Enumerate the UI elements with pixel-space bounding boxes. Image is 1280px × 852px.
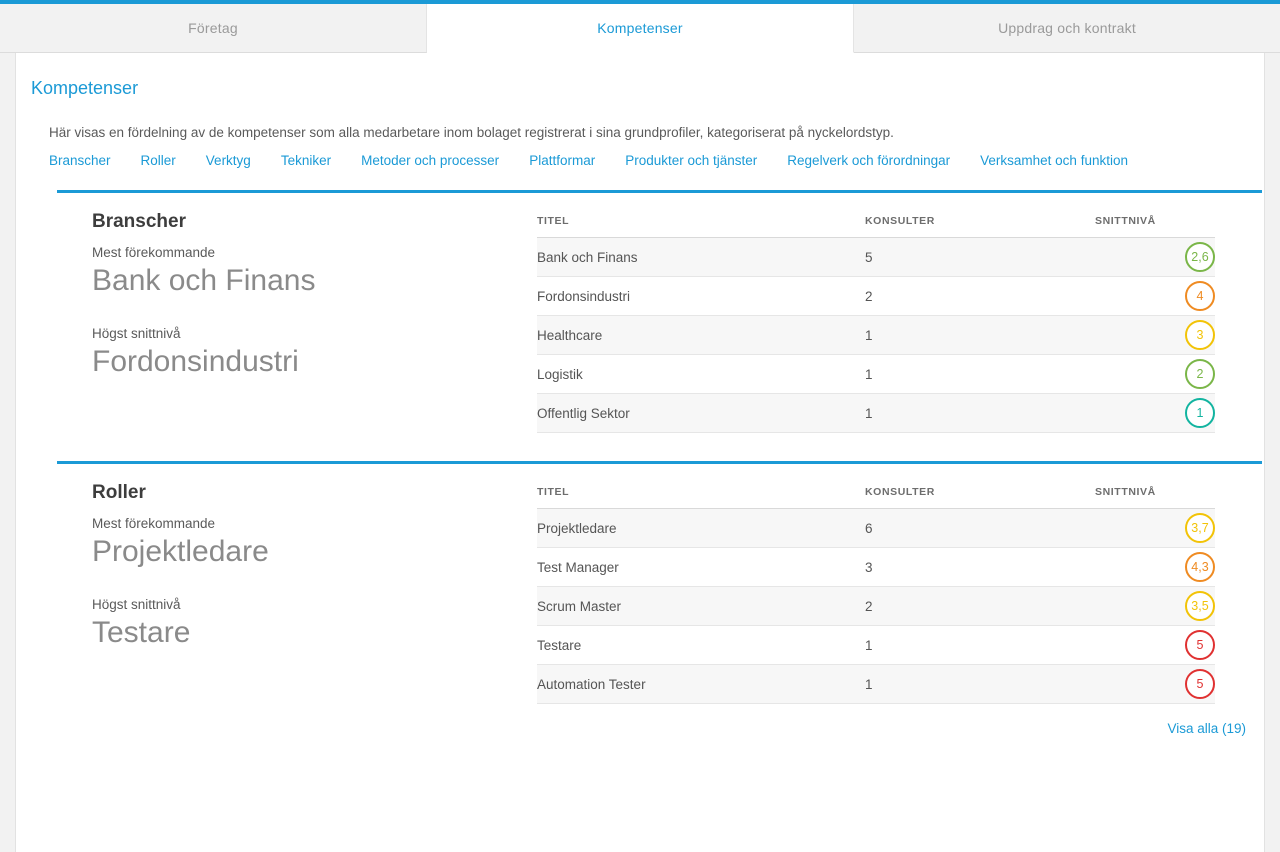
level-badge: 3 (1185, 320, 1215, 350)
section-table-wrap (537, 211, 1217, 433)
kompetens-table (537, 215, 1215, 433)
cell-titel: Projektledare (537, 509, 865, 548)
section-summary (57, 482, 537, 704)
cell-titel: Testare (537, 626, 865, 665)
header-snittniva: SNITTNIVÅ (1095, 215, 1215, 238)
cell-titel: Bank och Finans (537, 238, 865, 277)
header-titel: TITEL (537, 486, 865, 509)
table-header-row (537, 486, 1215, 509)
cell-titel: Offentlig Sektor (537, 394, 865, 433)
cell-konsulter: 6 (865, 509, 1095, 548)
table-row[interactable] (537, 548, 1215, 587)
table-header-row (537, 215, 1215, 238)
cell-titel: Scrum Master (537, 587, 865, 626)
cell-snittniva (1095, 355, 1215, 394)
cell-konsulter: 1 (865, 355, 1095, 394)
show-all-row (41, 720, 1246, 738)
tab-foretag[interactable]: Företag (0, 4, 427, 53)
level-badge: 2 (1185, 359, 1215, 389)
cell-snittniva (1095, 277, 1215, 316)
tab-kompetenser[interactable]: Kompetenser (427, 4, 854, 53)
section-divider (57, 190, 1262, 193)
cell-konsulter: 1 (865, 394, 1095, 433)
highest-level-label: Högst snittnivå (92, 325, 181, 341)
section-table-wrap (537, 482, 1217, 704)
anchor-link-verksamhet-och-funktion[interactable]: Verksamhet och funktion (980, 153, 1128, 168)
most-common-label: Mest förekommande (92, 516, 216, 531)
cell-konsulter: 2 (865, 277, 1095, 316)
cell-snittniva (1095, 548, 1215, 587)
cell-snittniva (1095, 665, 1215, 704)
section-roller (41, 461, 1246, 738)
cell-snittniva (1095, 394, 1215, 433)
page-gutter-left (0, 0, 16, 852)
header-snittniva: SNITTNIVÅ (1095, 486, 1215, 509)
cell-konsulter: 2 (865, 587, 1095, 626)
highest-level-value: Fordonsindustri (92, 344, 299, 378)
table-row[interactable] (537, 509, 1215, 548)
table-row[interactable] (537, 665, 1215, 704)
anchor-link-tekniker[interactable]: Tekniker (280, 153, 332, 168)
table-row[interactable] (537, 277, 1215, 316)
table-row[interactable] (537, 394, 1215, 433)
level-badge: 4,3 (1185, 552, 1215, 582)
level-badge: 4 (1185, 281, 1215, 311)
highest-level-label: Högst snittnivå (92, 596, 181, 612)
show-all-link[interactable]: Visa alla (19) (1167, 721, 1246, 736)
most-common-value: Bank och Finans (92, 264, 316, 297)
cell-konsulter: 1 (865, 626, 1095, 665)
cell-titel: Fordonsindustri (537, 277, 865, 316)
cell-snittniva (1095, 509, 1215, 548)
anchor-link-plattformar[interactable]: Plattformar (529, 153, 596, 168)
cell-snittniva (1095, 626, 1215, 665)
cell-konsulter: 1 (865, 316, 1095, 355)
tab-bar (0, 4, 1280, 53)
anchor-link-metoder-och-processer[interactable]: Metoder och processer (361, 153, 500, 168)
page-gutter-right (1264, 0, 1280, 852)
table-row[interactable] (537, 355, 1215, 394)
header-titel: TITEL (537, 215, 865, 238)
section-summary (57, 211, 537, 433)
cell-titel: Logistik (537, 355, 865, 394)
table-row[interactable] (537, 587, 1215, 626)
kompetens-table (537, 486, 1215, 704)
anchor-link-verktyg[interactable]: Verktyg (205, 153, 251, 168)
level-badge: 5 (1185, 630, 1215, 660)
table-row[interactable] (537, 626, 1215, 665)
most-common-label: Mest förekommande (92, 245, 216, 260)
header-konsulter: KONSULTER (865, 215, 1095, 238)
cell-titel: Test Manager (537, 548, 865, 587)
cell-konsulter: 1 (865, 665, 1095, 704)
cell-titel: Automation Tester (537, 665, 865, 704)
page-title: Kompetenser (31, 78, 139, 98)
level-badge: 3,7 (1185, 513, 1215, 543)
anchor-link-roller[interactable]: Roller (140, 153, 176, 168)
page-intro-text: Här visas en fördelning av de kompetenser som alla medarbetare inom bolaget registrerat i sina grundprofiler, kategoriserat på nyckelordstyp. (49, 125, 894, 140)
anchor-link-produkter-och-tjanster[interactable]: Produkter och tjänster (625, 153, 758, 168)
cell-snittniva (1095, 238, 1215, 277)
anchor-link-regelverk-och-forordningar[interactable]: Regelverk och förordningar (787, 153, 951, 168)
tab-uppdrag-och-kontrakt[interactable]: Uppdrag och kontrakt (854, 4, 1280, 53)
main-content (17, 53, 1263, 852)
section-branscher (41, 190, 1246, 433)
cell-snittniva (1095, 587, 1215, 626)
table-row[interactable] (537, 316, 1215, 355)
highest-level-value: Testare (92, 615, 191, 649)
cell-konsulter: 3 (865, 548, 1095, 587)
section-heading: Branscher (92, 211, 186, 232)
cell-snittniva (1095, 316, 1215, 355)
level-badge: 1 (1185, 398, 1215, 428)
category-anchor-links (49, 153, 1263, 168)
anchor-link-branscher[interactable]: Branscher (49, 153, 111, 168)
section-heading: Roller (92, 482, 146, 503)
level-badge: 3,5 (1185, 591, 1215, 621)
level-badge: 2,6 (1185, 242, 1215, 272)
header-konsulter: KONSULTER (865, 486, 1095, 509)
cell-konsulter: 5 (865, 238, 1095, 277)
cell-titel: Healthcare (537, 316, 865, 355)
level-badge: 5 (1185, 669, 1215, 699)
most-common-value: Projektledare (92, 535, 269, 568)
table-row[interactable] (537, 238, 1215, 277)
section-divider (57, 461, 1262, 464)
